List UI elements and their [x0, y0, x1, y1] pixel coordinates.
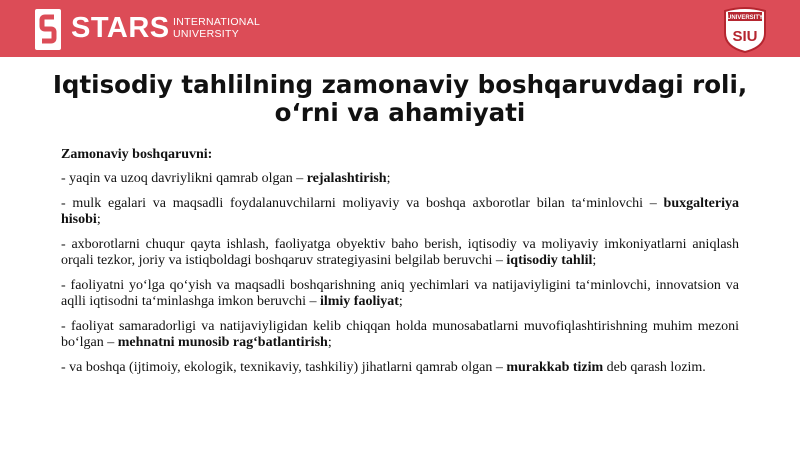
brand-name: STARS: [71, 12, 170, 44]
brand-subtitle-line1: INTERNATIONAL: [173, 16, 261, 28]
content-heading: Zamonaviy boshqaruvni:: [61, 147, 213, 162]
list-item: [61, 171, 739, 187]
list-item: [61, 360, 739, 376]
item-text: - mulk egalari va maqsadli foydalanuvchilarni moliyaviy va boshqa axborotlar bilan ta‘minlovchi –: [61, 196, 664, 211]
item-keyword: ilmiy faoliyat: [319, 294, 399, 309]
item-keyword: buxgalteriya hisobi: [61, 196, 739, 227]
item-text: - axborotlarni chuqur qayta ishlash, faoliyatga obyektiv baho berish, iqtisodiy va moliyaviy imkoniyatlarni aniqlash orqali tezkor, joriy va istiqboldagi boshqaruv strategiyasini belgilab beruvchi –: [61, 237, 739, 268]
item-text: - faoliyatni yo‘lga qo‘yish va maqsadli boshqarishning aniq yechimlari va natijaviyligini ta‘minlovchi, innovatsion va aqlli iqtisodni ta‘minlashga imkon beruvchi –: [61, 278, 739, 309]
slide-title-line2: o‘rni va ahamiyati: [274, 98, 526, 127]
item-keyword: murakkab tizim: [506, 360, 604, 375]
badge-letters: SIU: [732, 28, 758, 45]
item-suffix: ;: [96, 212, 101, 227]
item-suffix: ;: [398, 294, 403, 309]
brand-subtitle: [173, 16, 260, 40]
item-text: - yaqin va uzoq davriylikni qamrab olgan –: [61, 171, 307, 186]
badge-label: UNIVERSITY: [726, 15, 764, 21]
list-item: [61, 237, 739, 269]
item-suffix: deb qarash lozim.: [603, 360, 706, 375]
item-suffix: ;: [592, 253, 597, 268]
slide-content: [61, 147, 739, 385]
item-suffix: ;: [386, 171, 391, 186]
slide-title: [30, 71, 770, 127]
stars-logo-icon: [35, 9, 61, 50]
list-item: [61, 278, 739, 310]
slide-title-line1: Iqtisodiy tahlilning zamonaviy boshqaruvdagi roli,: [52, 70, 748, 99]
header-bar: [0, 0, 800, 57]
item-keyword: mehnatni munosib rag‘batlantirish: [117, 335, 328, 350]
item-suffix: ;: [327, 335, 332, 350]
list-item: [61, 319, 739, 351]
item-text: - faoliyat samaradorligi va natijaviyligidan kelib chiqqan holda munosabatlarni muvofiqlashtirishning muhim mezoni bo‘lgan –: [61, 319, 739, 350]
brand-subtitle-line2: UNIVERSITY: [173, 28, 240, 40]
list-item: [61, 196, 739, 228]
item-keyword: iqtisodiy tahlil: [506, 253, 593, 268]
university-badge-icon: [722, 5, 768, 53]
item-keyword: rejalashtirish: [306, 171, 387, 186]
item-text: - va boshqa (ijtimoiy, ekologik, texnikaviy, tashkiliy) jihatlarni qamrab olgan –: [61, 360, 507, 375]
